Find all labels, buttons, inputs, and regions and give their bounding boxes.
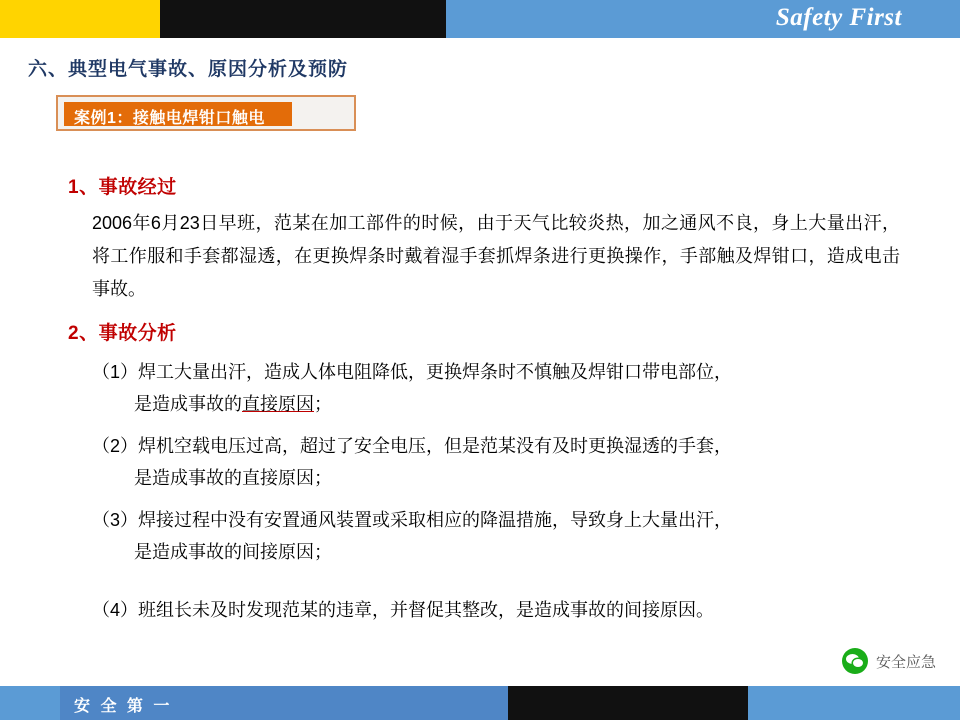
header-title: Safety First [775, 4, 902, 31]
list-item-sub [134, 463, 960, 493]
wechat-icon [842, 648, 868, 674]
footer-text: 安 全 第 一 [74, 698, 173, 715]
header-yellow-block [0, 0, 160, 38]
paragraph-accident-process: 2006年6月23日早班，范某在加工部件的时候，由于天气比较炎热，加之通风不良，身上大量出汗，将工作服和手套都湿透，在更换焊条时戴着湿手套抓焊条进行更换操作，手部触及焊钳口，造成电击事故。 [92, 213, 900, 299]
header-black-block [160, 0, 446, 38]
footer-bar [0, 686, 960, 720]
list-sub-prefix: 是造成事故的间接原因； [134, 542, 332, 562]
list-item: （1）焊工大量出汗，造成人体电阻降低，更换焊条时不慎触及焊钳口带电部位， [92, 362, 733, 382]
footer-blue-right [748, 686, 960, 720]
slide-body [0, 160, 960, 625]
list-sub-prefix: 是造成事故的 [134, 394, 242, 414]
list-sub-highlight: 直接原因 [242, 394, 314, 414]
list-item: （4）班组长未及时发现范某的违章，并督促其整改，是造成事故的间接原因。 [92, 600, 715, 620]
footer-blue-left [0, 686, 60, 720]
case-label-box [56, 95, 356, 131]
header-bar [0, 0, 960, 38]
footer-black-block [508, 686, 748, 720]
list-item-sub [134, 537, 960, 567]
list-item-sub [134, 389, 960, 419]
heading-accident-analysis: 2、事故分析 [68, 323, 177, 344]
case-label-text: 案例1：接触电焊钳口触电 [74, 110, 265, 127]
list-sub-prefix: 是造成事故的直接原因； [134, 468, 332, 488]
watermark-label: 安全应急 [875, 653, 936, 671]
list-sub-suffix: ； [314, 394, 332, 414]
list-item: （2）焊机空载电压过高，超过了安全电压，但是范某没有及时更换湿透的手套， [92, 436, 733, 456]
list-item: （3）焊接过程中没有安置通风装置或采取相应的降温措施，导致身上大量出汗， [92, 510, 733, 530]
section-title: 六、典型电气事故、原因分析及预防 [28, 59, 349, 80]
watermark [842, 648, 936, 674]
heading-accident-process: 1、事故经过 [68, 177, 177, 198]
analysis-list [0, 357, 960, 625]
